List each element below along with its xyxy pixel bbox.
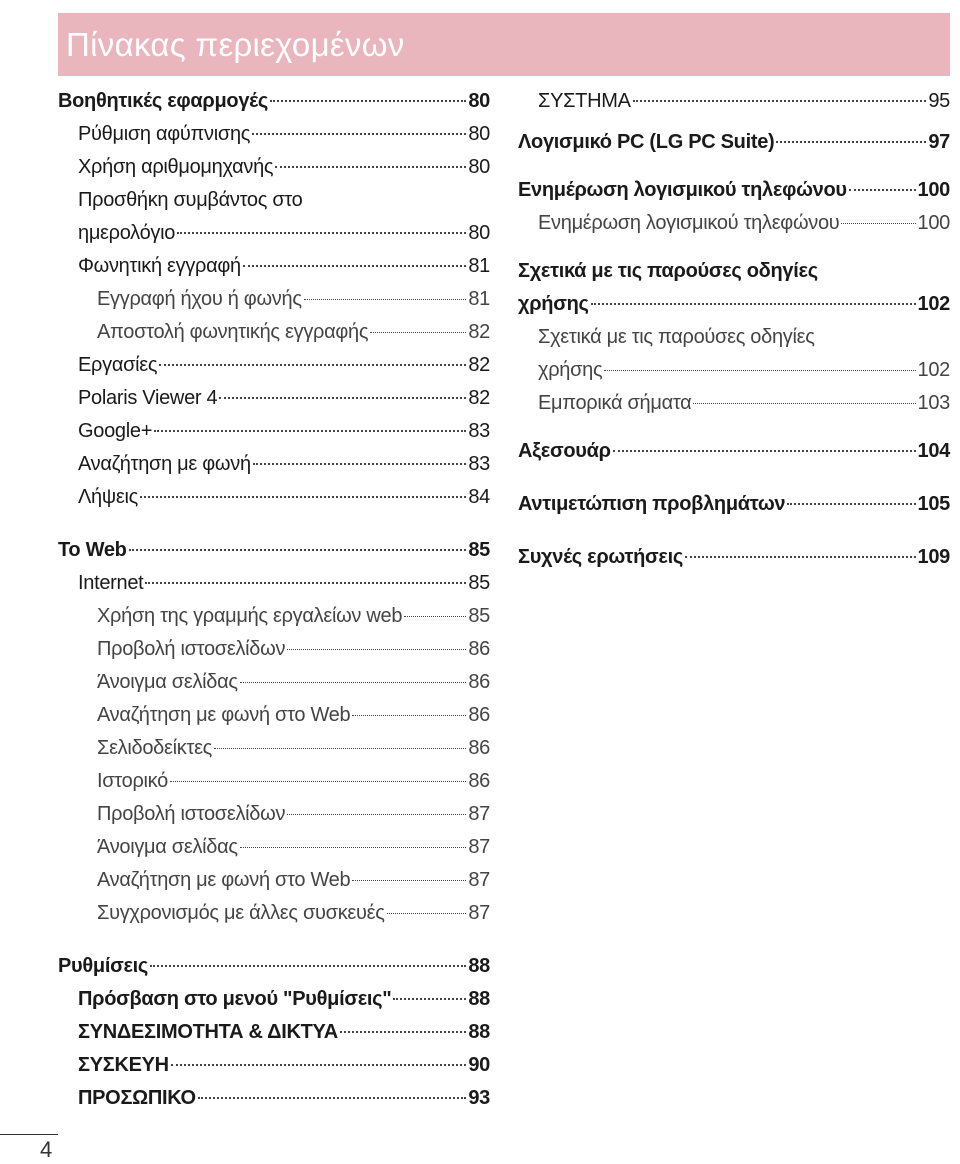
toc-entry-title: Πρόσβαση στο μενού "Ρυθμίσεις" bbox=[78, 988, 392, 1010]
toc-entry-title: Εμπορικά σήματα bbox=[538, 392, 692, 414]
dot-leader bbox=[404, 616, 466, 617]
toc-entry-page: 109 bbox=[917, 546, 950, 568]
toc-entry-section[interactable] bbox=[58, 950, 490, 983]
toc-right-column bbox=[518, 85, 950, 574]
toc-entry[interactable] bbox=[58, 567, 490, 600]
toc-entry-page: 90 bbox=[468, 1054, 490, 1076]
toc-entry-page: 103 bbox=[917, 392, 950, 414]
dot-leader bbox=[154, 430, 466, 432]
toc-entry-page: 87 bbox=[468, 803, 490, 825]
toc-entry-page: 87 bbox=[468, 836, 490, 858]
toc-entry[interactable] bbox=[58, 1049, 490, 1082]
toc-entry-page: 95 bbox=[928, 90, 950, 112]
dot-leader bbox=[170, 781, 466, 782]
toc-subentry[interactable] bbox=[58, 283, 490, 316]
toc-entry[interactable] bbox=[58, 382, 490, 415]
dot-leader bbox=[387, 913, 467, 914]
toc-entry[interactable] bbox=[58, 1082, 490, 1115]
toc-entry-section[interactable] bbox=[518, 435, 950, 468]
toc-left-column bbox=[58, 85, 490, 1115]
toc-entry-title: Βοηθητικές εφαρμογές bbox=[58, 90, 268, 112]
toc-entry-title: Άνοιγμα σελίδας bbox=[97, 836, 238, 858]
toc-entry-title: Αναζήτηση με φωνή bbox=[78, 453, 251, 475]
toc-entry-title: Internet bbox=[78, 572, 144, 594]
dot-leader bbox=[633, 100, 927, 102]
toc-entry-title: Το Web bbox=[58, 539, 127, 561]
toc-entry-title: Λογισμικό PC (LG PC Suite) bbox=[518, 131, 775, 153]
toc-entry-page: 102 bbox=[917, 293, 950, 315]
toc-entry-title: Χρήση της γραμμής εργαλείων web bbox=[97, 605, 403, 627]
toc-entry-section[interactable] bbox=[518, 541, 950, 574]
dot-leader bbox=[352, 715, 466, 716]
toc-entry[interactable] bbox=[518, 85, 950, 118]
dot-leader bbox=[240, 682, 467, 683]
toc-entry-page: 87 bbox=[468, 902, 490, 924]
toc-entry-section[interactable] bbox=[58, 85, 490, 118]
dot-leader bbox=[219, 397, 466, 399]
toc-entry-page: 80 bbox=[468, 156, 490, 178]
toc-entry-title: ΣΥΣΚΕΥΗ bbox=[78, 1054, 169, 1076]
toc-entry[interactable] bbox=[58, 118, 490, 151]
dot-leader bbox=[145, 582, 466, 584]
toc-entry-page: 102 bbox=[917, 359, 950, 381]
toc-entry-page: 100 bbox=[917, 179, 950, 201]
toc-entry-page: 83 bbox=[468, 453, 490, 475]
toc-entry[interactable] bbox=[58, 1016, 490, 1049]
dot-leader bbox=[243, 265, 466, 267]
toc-subentry[interactable] bbox=[58, 831, 490, 864]
toc-entry-title: Φωνητική εγγραφή bbox=[78, 255, 241, 277]
toc-subentry[interactable] bbox=[58, 732, 490, 765]
dot-leader bbox=[340, 1031, 466, 1033]
page-title: Πίνακας περιεχομένων bbox=[66, 25, 405, 63]
toc-entry-page: 86 bbox=[468, 671, 490, 693]
toc-header-banner bbox=[58, 13, 950, 76]
dot-leader bbox=[693, 403, 915, 404]
toc-entry-page: 86 bbox=[468, 638, 490, 660]
toc-entry-title: Αντιμετώπιση προβλημάτων bbox=[518, 493, 786, 515]
dot-leader bbox=[591, 303, 916, 305]
toc-entry-page: 82 bbox=[468, 321, 490, 343]
dot-leader bbox=[270, 100, 466, 102]
toc-entry-title: χρήσης bbox=[518, 293, 589, 315]
dot-leader bbox=[287, 649, 466, 650]
dot-leader bbox=[287, 814, 466, 815]
toc-entry-title: ημερολόγιο bbox=[78, 222, 176, 244]
toc-entry-title: Google+ bbox=[78, 420, 153, 442]
toc-entry-page: 88 bbox=[468, 988, 490, 1010]
toc-entry-title: Αναζήτηση με φωνή στο Web bbox=[97, 704, 351, 726]
dot-leader bbox=[393, 998, 466, 1000]
toc-entry-page: 84 bbox=[468, 486, 490, 508]
toc-subentry[interactable] bbox=[58, 864, 490, 897]
toc-entry-section[interactable] bbox=[58, 534, 490, 567]
toc-entry-page: 88 bbox=[468, 1021, 490, 1043]
dot-leader bbox=[150, 965, 466, 967]
toc-entry-page: 86 bbox=[468, 770, 490, 792]
toc-entry-title: Ενημέρωση λογισμικού τηλεφώνου bbox=[538, 212, 840, 234]
dot-leader bbox=[214, 748, 466, 749]
toc-entry-page: 81 bbox=[468, 255, 490, 277]
footer-rule bbox=[0, 1134, 58, 1135]
toc-entry-title-line1: Σχετικά με τις παρούσες οδηγίες bbox=[538, 326, 815, 348]
toc-entry[interactable] bbox=[58, 481, 490, 514]
toc-subentry[interactable] bbox=[58, 699, 490, 732]
toc-entry-title: Αναζήτηση με φωνή στο Web bbox=[97, 869, 351, 891]
toc-entry-page: 86 bbox=[468, 737, 490, 759]
toc-entry-title: ΣΥΣΤΗΜΑ bbox=[538, 90, 631, 112]
dot-leader bbox=[252, 133, 466, 135]
toc-entry-section[interactable] bbox=[518, 288, 950, 321]
toc-entry-page: 87 bbox=[468, 869, 490, 891]
dot-leader bbox=[171, 1064, 467, 1066]
toc-entry-page: 80 bbox=[468, 123, 490, 145]
toc-entry-page: 80 bbox=[468, 222, 490, 244]
toc-entry-section[interactable] bbox=[518, 126, 950, 159]
toc-subentry[interactable] bbox=[58, 316, 490, 349]
dot-leader bbox=[253, 463, 467, 465]
toc-entry-title: ΠΡΟΣΩΠΙΚΟ bbox=[78, 1087, 196, 1109]
toc-entry[interactable] bbox=[58, 349, 490, 382]
toc-entry-page: 82 bbox=[468, 387, 490, 409]
toc-entry-title: Προβολή ιστοσελίδων bbox=[97, 638, 286, 660]
toc-entry-section[interactable] bbox=[518, 488, 950, 521]
toc-entry-page: 81 bbox=[468, 288, 490, 310]
dot-leader bbox=[849, 189, 916, 191]
toc-entry-page: 85 bbox=[468, 572, 490, 594]
toc-entry-page: 82 bbox=[468, 354, 490, 376]
toc-subentry[interactable] bbox=[58, 897, 490, 930]
toc-entry-title: Χρήση αριθμομηχανής bbox=[78, 156, 274, 178]
toc-entry-title-line1: Σχετικά με τις παρούσες οδηγίες bbox=[518, 260, 818, 282]
toc-entry-page: 104 bbox=[917, 440, 950, 462]
toc-entry[interactable] bbox=[58, 151, 490, 184]
toc-subentry[interactable] bbox=[518, 207, 950, 240]
toc-entry-title: Αποστολή φωνητικής εγγραφής bbox=[97, 321, 369, 343]
page-number: 4 bbox=[40, 1137, 53, 1162]
toc-entry-title: χρήσης bbox=[538, 359, 603, 381]
dot-leader bbox=[177, 232, 466, 234]
dot-leader bbox=[370, 332, 466, 333]
toc-entry-title: Ρυθμίσεις bbox=[58, 955, 149, 977]
toc-entry-page: 97 bbox=[928, 131, 950, 153]
toc-entry-page: 80 bbox=[468, 90, 490, 112]
dot-leader bbox=[613, 450, 916, 452]
toc-subentry[interactable] bbox=[58, 765, 490, 798]
dot-leader bbox=[275, 166, 466, 168]
toc-subentry[interactable] bbox=[58, 798, 490, 831]
toc-entry-title: Ενημέρωση λογισμικού τηλεφώνου bbox=[518, 179, 847, 201]
dot-leader bbox=[841, 223, 915, 224]
toc-entry-page: 105 bbox=[917, 493, 950, 515]
toc-entry-title: Συχνές ερωτήσεις bbox=[518, 546, 683, 568]
dot-leader bbox=[787, 503, 915, 505]
toc-entry[interactable] bbox=[58, 983, 490, 1016]
toc-entry[interactable] bbox=[58, 217, 490, 250]
dot-leader bbox=[604, 370, 915, 371]
toc-entry-title: Προβολή ιστοσελίδων bbox=[97, 803, 286, 825]
toc-entry-title: Ιστορικό bbox=[97, 770, 168, 792]
toc-subentry[interactable] bbox=[58, 633, 490, 666]
toc-entry-title: Λήψεις bbox=[78, 486, 138, 508]
dot-leader bbox=[198, 1097, 467, 1099]
dot-leader bbox=[304, 299, 467, 300]
toc-entry-title: Εργασίες bbox=[78, 354, 158, 376]
toc-entry-title: Άνοιγμα σελίδας bbox=[97, 671, 238, 693]
toc-entry-title: Αξεσουάρ bbox=[518, 440, 611, 462]
toc-subentry[interactable] bbox=[518, 387, 950, 420]
toc-subentry[interactable] bbox=[58, 600, 490, 633]
toc-entry-title: Σελιδοδείκτες bbox=[97, 737, 213, 759]
toc-entry-page: 83 bbox=[468, 420, 490, 442]
dot-leader bbox=[140, 496, 466, 498]
toc-entry[interactable] bbox=[58, 250, 490, 283]
toc-entry-title: Συγχρονισμός με άλλες συσκευές bbox=[97, 902, 385, 924]
dot-leader bbox=[240, 847, 467, 848]
toc-entry-page: 86 bbox=[468, 704, 490, 726]
toc-entry-page: 100 bbox=[917, 212, 950, 234]
toc-entry-title: ΣΥΝΔΕΣΙΜΟΤΗΤΑ & ΔΙΚΤΥΑ bbox=[78, 1021, 338, 1043]
toc-entry-title: Polaris Viewer 4 bbox=[78, 387, 218, 409]
dot-leader bbox=[776, 141, 926, 143]
toc-entry-title: Ρύθμιση αφύπνισης bbox=[78, 123, 251, 145]
toc-entry-title-line1: Προσθήκη συμβάντος στο bbox=[78, 189, 303, 211]
toc-subentry[interactable] bbox=[58, 666, 490, 699]
toc-entry-page: 85 bbox=[468, 539, 490, 561]
toc-entry-section[interactable] bbox=[518, 174, 950, 207]
toc-entry-page: 85 bbox=[468, 605, 490, 627]
toc-entry-title: Εγγραφή ήχου ή φωνής bbox=[97, 288, 302, 310]
dot-leader bbox=[685, 556, 916, 558]
toc-entry-page: 93 bbox=[468, 1087, 490, 1109]
toc-entry[interactable] bbox=[58, 415, 490, 448]
toc-subentry[interactable] bbox=[518, 354, 950, 387]
dot-leader bbox=[352, 880, 466, 881]
dot-leader bbox=[159, 364, 466, 366]
toc-entry-page: 88 bbox=[468, 955, 490, 977]
dot-leader bbox=[129, 549, 467, 551]
toc-entry[interactable] bbox=[58, 448, 490, 481]
